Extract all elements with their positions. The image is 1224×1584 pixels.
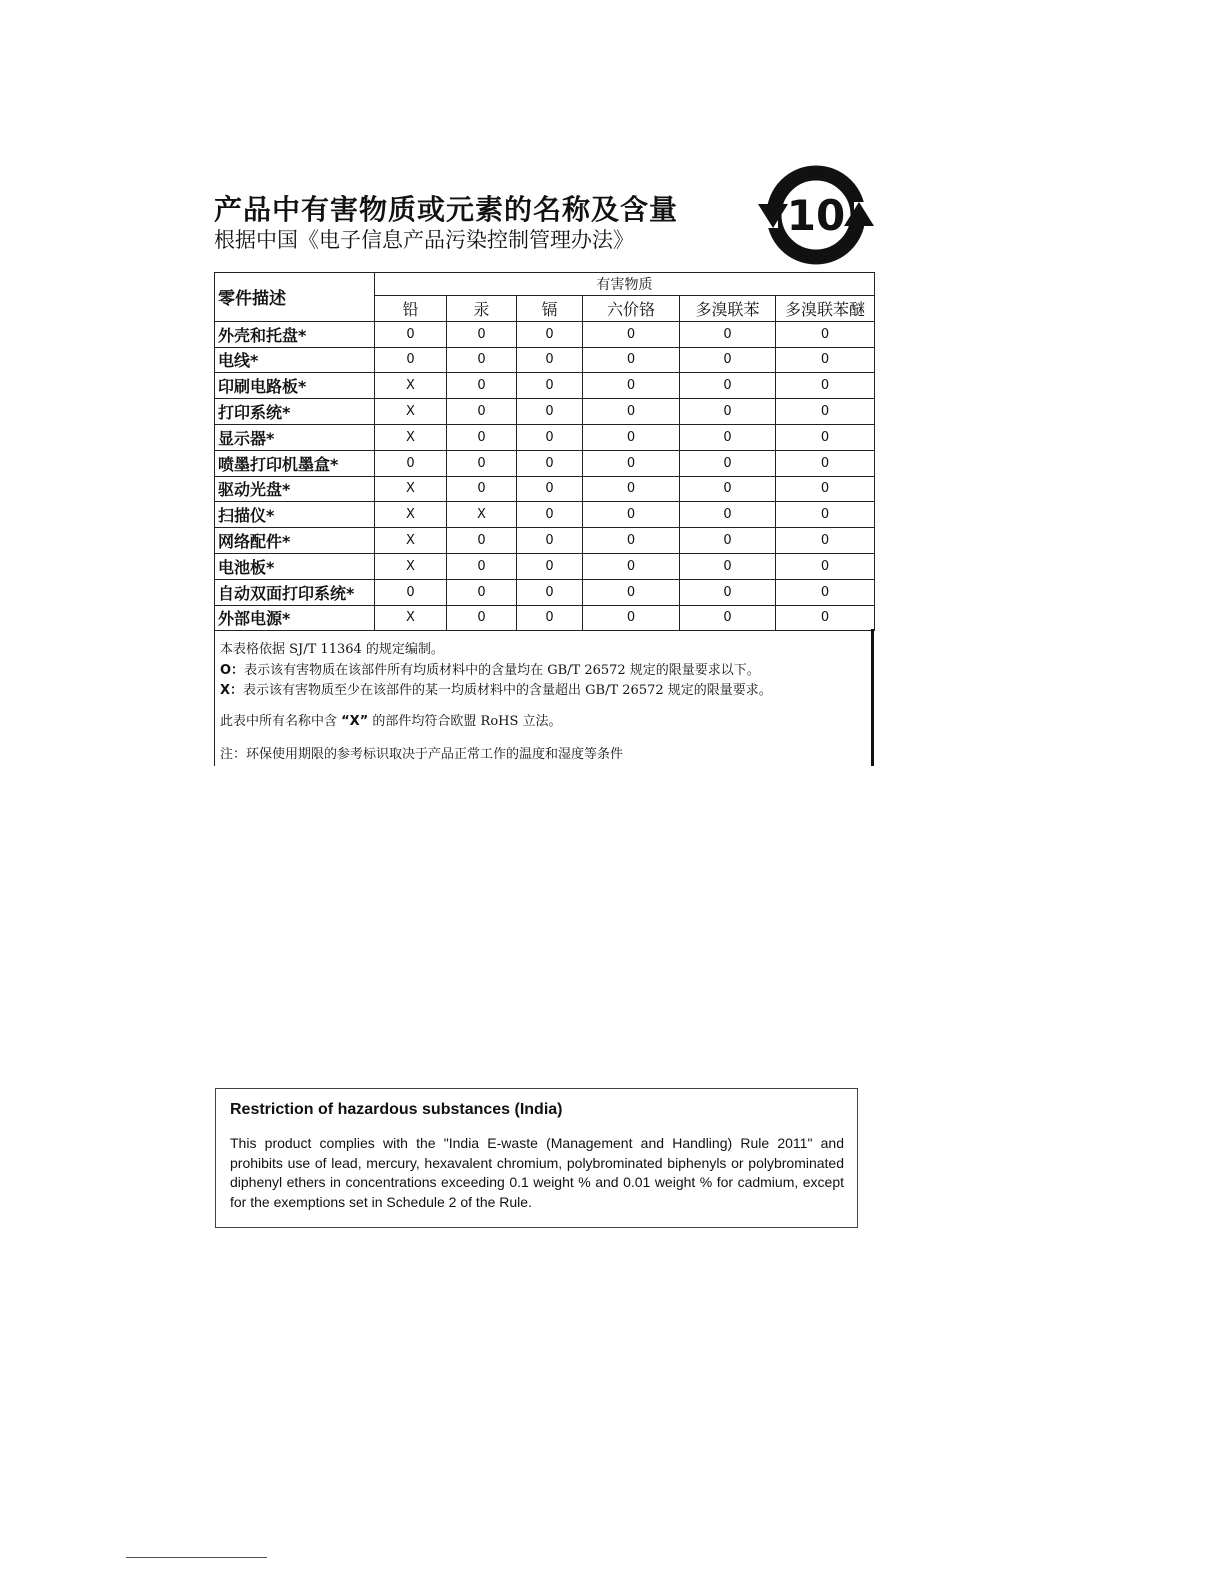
india-rohs-body: This product complies with the "India E-waste (Management and Handling) Rule 2011" and prohibits use of lead, mercury, hexavalent chromium, polybrominated biphenyls or polybrominated diphenyl ethers in concentrations exceeding 0.1 weight % and 0.01 weight % for cadmium, except for the exemptions set in Schedule 2 of the Rule.: [230, 1135, 844, 1210]
table-row: [215, 476, 875, 502]
table-row: [215, 347, 875, 373]
table-row: [215, 605, 875, 631]
substance-value: 0: [375, 450, 447, 476]
part-name: 网络配件*: [215, 528, 375, 554]
table-row: [215, 553, 875, 579]
substance-value: 0: [680, 579, 776, 605]
substance-value: 0: [447, 399, 517, 425]
substance-value: 0: [680, 476, 776, 502]
substance-value: 0: [776, 579, 875, 605]
substance-value: 0: [583, 399, 680, 425]
table-row: [215, 450, 875, 476]
note-eu-x-mark: “X”: [341, 714, 369, 729]
part-name: 显示器*: [215, 424, 375, 450]
note-x-meaning: [220, 679, 772, 698]
table-row: [215, 528, 875, 554]
substance-value: 0: [680, 321, 776, 347]
substance-value: 0: [447, 605, 517, 631]
substance-value: X: [375, 605, 447, 631]
substance-value: 0: [776, 450, 875, 476]
substance-header: 多溴联苯: [680, 296, 776, 322]
part-name: 打印系统*: [215, 399, 375, 425]
substance-value: 0: [517, 579, 583, 605]
table-row: [215, 579, 875, 605]
substance-value: 0: [447, 450, 517, 476]
substance-value: 0: [776, 605, 875, 631]
substance-value: 0: [776, 321, 875, 347]
table-row: [215, 502, 875, 528]
substance-value: 0: [517, 424, 583, 450]
note-standard: 本表格依据 SJ/T 11364 的规定编制。: [220, 642, 444, 657]
india-rohs-heading: Restriction of hazardous substances (India): [230, 1101, 563, 1118]
india-rohs-box: [215, 1088, 858, 1228]
substance-value: 0: [583, 476, 680, 502]
table-row: [215, 373, 875, 399]
substance-value: X: [375, 528, 447, 554]
substance-value: 0: [447, 424, 517, 450]
substance-value: X: [375, 553, 447, 579]
substance-header: 铅: [375, 296, 447, 322]
part-name: 喷墨打印机墨盒*: [215, 450, 375, 476]
epup-10-year-logo: [758, 164, 874, 266]
substance-value: 0: [776, 424, 875, 450]
substance-value: 0: [447, 347, 517, 373]
substance-value: 0: [517, 450, 583, 476]
substance-value: 0: [583, 553, 680, 579]
substance-value: 0: [447, 579, 517, 605]
note-eu-text-b: 的部件均符合欧盟 RoHS 立法。: [368, 714, 562, 729]
note-zero-text: 表示该有害物质在该部件所有均质材料中的含量均在 GB/T 26572 规定的限量要求以下。: [244, 663, 760, 678]
note-epup-conditions: 注：环保使用期限的参考标识取决于产品正常工作的温度和湿度等条件: [220, 747, 624, 762]
substance-value: X: [375, 399, 447, 425]
substance-value: X: [375, 424, 447, 450]
substance-value: 0: [447, 373, 517, 399]
substance-header: 六价铬: [583, 296, 680, 322]
china-rohs-title: 产品中有害物质或元素的名称及含量: [214, 193, 679, 226]
substance-header: 汞: [447, 296, 517, 322]
china-rohs-subtitle: 根据中国《电子信息产品污染控制管理办法》: [214, 228, 634, 252]
substance-value: 0: [680, 347, 776, 373]
substance-value: 0: [776, 399, 875, 425]
table-notes: [214, 629, 874, 766]
substance-value: 0: [583, 321, 680, 347]
substance-value: 0: [776, 347, 875, 373]
substance-value: X: [447, 502, 517, 528]
substance-value: 0: [583, 528, 680, 554]
substance-value: 0: [680, 373, 776, 399]
substance-value: X: [375, 502, 447, 528]
substance-value: 0: [680, 605, 776, 631]
substance-value: 0: [447, 321, 517, 347]
substance-value: 0: [680, 424, 776, 450]
substance-value: 0: [583, 373, 680, 399]
substance-value: 0: [517, 502, 583, 528]
substance-value: 0: [776, 528, 875, 554]
substance-value: 0: [680, 502, 776, 528]
substance-value: 0: [583, 450, 680, 476]
substance-value: X: [375, 373, 447, 399]
substance-header: 镉: [517, 296, 583, 322]
substance-value: 0: [517, 399, 583, 425]
hazardous-substance-table: [214, 272, 875, 631]
part-name: 外壳和托盘*: [215, 321, 375, 347]
substance-header: 多溴联苯醚: [776, 296, 875, 322]
substance-value: 0: [517, 605, 583, 631]
part-name: 驱动光盘*: [215, 476, 375, 502]
substance-value: 0: [680, 450, 776, 476]
part-name: 扫描仪*: [215, 502, 375, 528]
substance-value: 0: [517, 553, 583, 579]
substance-value: 0: [776, 502, 875, 528]
note-zero-meaning: [220, 659, 760, 678]
substance-value: 0: [680, 553, 776, 579]
substance-value: 0: [447, 476, 517, 502]
substance-value: 0: [447, 553, 517, 579]
part-name: 电线*: [215, 347, 375, 373]
logo-number: 10: [786, 191, 846, 240]
footer-rule: [126, 1557, 267, 1558]
substance-value: 0: [375, 579, 447, 605]
substance-value: 0: [517, 476, 583, 502]
substance-value: 0: [776, 373, 875, 399]
substance-value: 0: [583, 579, 680, 605]
substance-value: 0: [583, 502, 680, 528]
part-name: 外部电源*: [215, 605, 375, 631]
table-row: [215, 424, 875, 450]
note-eu-rohs: [220, 710, 562, 729]
substance-value: X: [375, 476, 447, 502]
substance-value: 0: [447, 528, 517, 554]
substance-value: 0: [517, 347, 583, 373]
substance-value: 0: [517, 373, 583, 399]
substance-value: 0: [583, 605, 680, 631]
part-name: 印刷电路板*: [215, 373, 375, 399]
note-x-mark: X：: [220, 683, 244, 698]
substance-value: 0: [680, 399, 776, 425]
note-x-text: 表示该有害物质至少在该部件的某一均质材料中的含量超出 GB/T 26572 规定的限量要求。: [243, 683, 772, 698]
part-column-header: 零件描述: [215, 273, 375, 322]
part-name: 自动双面打印系统*: [215, 579, 375, 605]
table-row: [215, 321, 875, 347]
substance-value: 0: [375, 347, 447, 373]
part-name: 电池板*: [215, 553, 375, 579]
substance-value: 0: [375, 321, 447, 347]
substance-value: 0: [517, 528, 583, 554]
note-eu-text-a: 此表中所有名称中含: [220, 714, 342, 729]
china-rohs-section: [214, 160, 876, 766]
substance-value: 0: [680, 528, 776, 554]
substance-value: 0: [776, 476, 875, 502]
substance-value: 0: [776, 553, 875, 579]
substance-value: 0: [517, 321, 583, 347]
table-row: [215, 399, 875, 425]
substance-value: 0: [583, 347, 680, 373]
substance-value: 0: [583, 424, 680, 450]
note-zero-mark: O：: [220, 663, 245, 678]
substance-group-header: 有害物质: [375, 273, 875, 296]
